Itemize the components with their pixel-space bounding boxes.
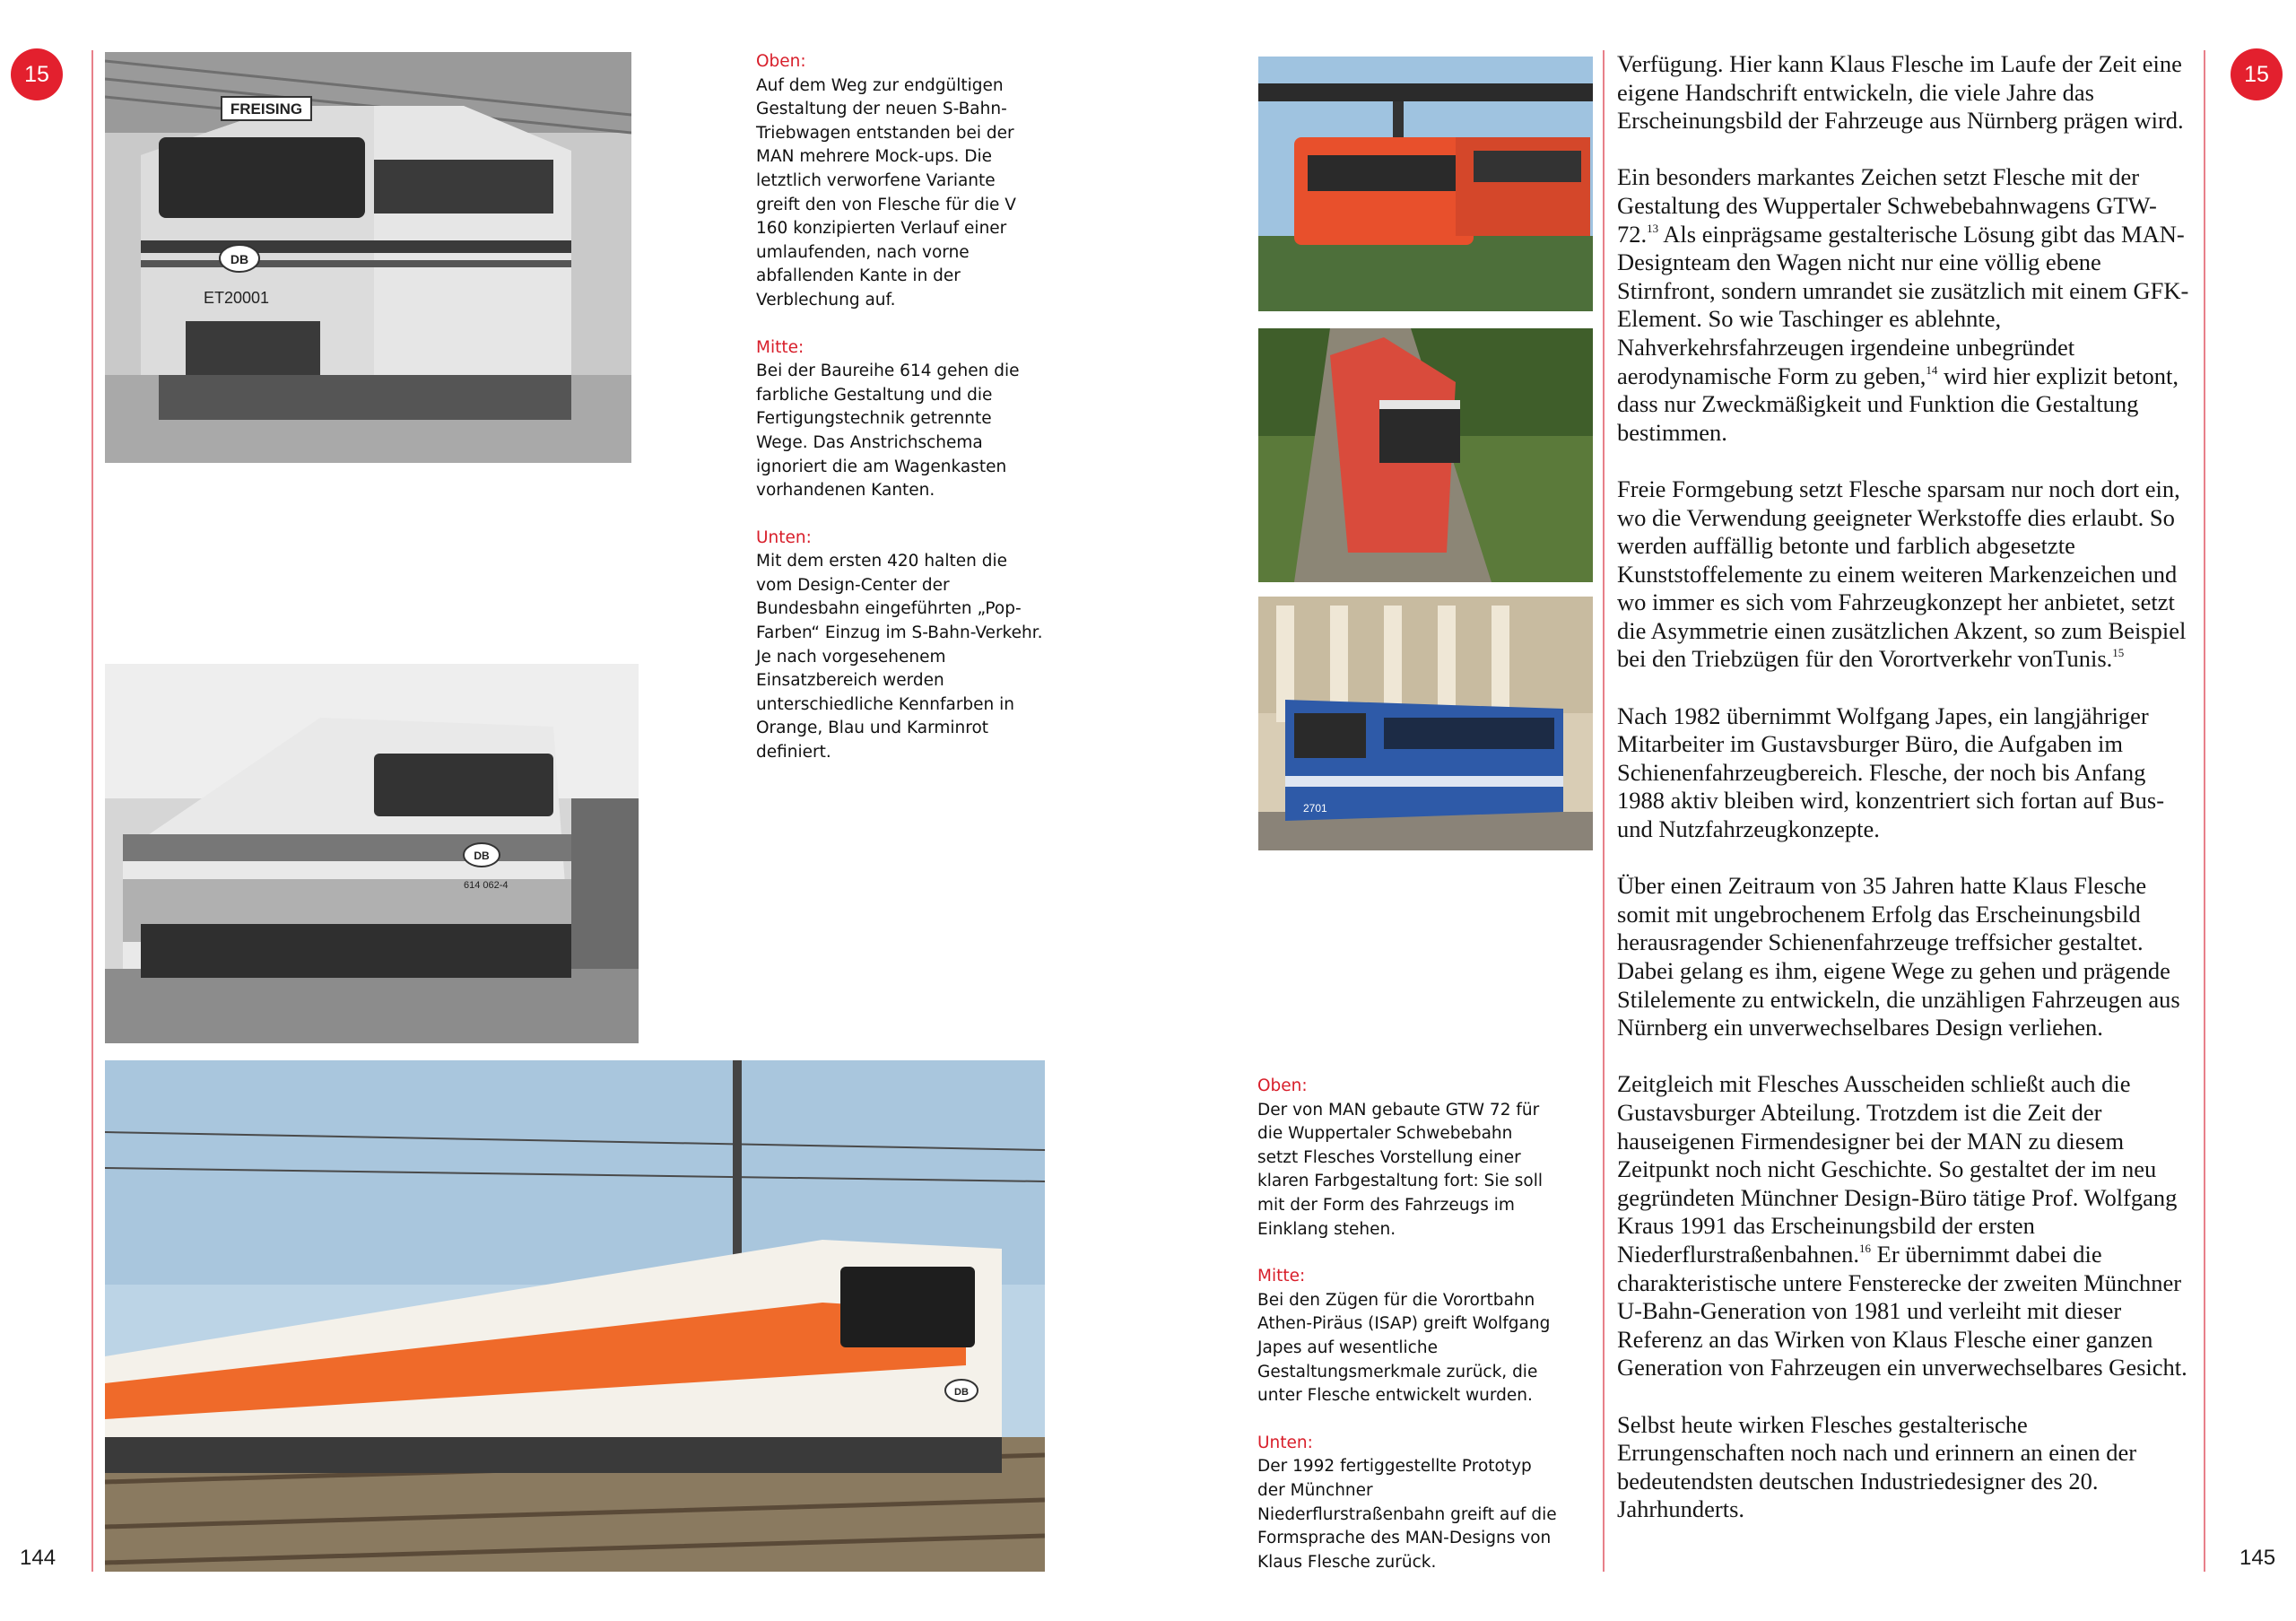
body-paragraph-2: Ein besonders markantes Zeichen setzt Flesche mit der Gestaltung des Wuppertaler Schwebebahnwagens GTW-72.13 Als einprägsame gestalterische Lösung gibt das MAN-Designteam den Wagen nicht nur eine völlig ebene Stirnfront, sondern umrandet sie zusätzlich mit einem GFK-Element. So wie Taschinger es ablehnte, Nahverkehrsfahrzeugen irgendeine unbegründet aerodynamische Form zu geben,$^{14}$ wird hier explizit betont, dass nur Zweckmäßigkeit und Funktion die Gestaltung bestimmen. <box>1617 163 2189 446</box>
left-page-rule <box>91 50 93 1572</box>
caption-head: Oben: <box>756 52 806 71</box>
footnote-ref: 15 <box>2112 646 2125 660</box>
caption-text: Bei den Zügen für die Vorortbahn Athen-Piräus (ISAP) greift Wolfgang Japes auf wesentliche Gestaltungsmerkmale zurück, die unter Flesche entwickelt wurden. <box>1257 1290 1551 1406</box>
destination-sign: FREISING <box>230 100 303 118</box>
photo-schwebebahn-gtw72 <box>1258 57 1593 311</box>
footnote-ref: 14 <box>1926 362 1938 377</box>
photo-et420-mockup <box>105 52 631 463</box>
svg-text:DB: DB <box>474 850 490 862</box>
footnote-ref: 13 <box>1647 221 1659 235</box>
body-paragraph-5: Über einen Zeitraum von 35 Jahren hatte Klaus Flesche somit mit ungebrochenem Erfolg das Erscheinungsbild herausragender Schienenfahrzeuge treffsicher gestaltet. Dabei gelang es ihm, eigene Wege zu gehen und prägende Stilelemente zu entwickeln, die unzähligen Fahrzeugen aus Nürnberg ein unverwechselbares Design verliehen. <box>1617 872 2180 1041</box>
right-page-rule <box>2204 50 2205 1572</box>
caption-mitte-right <box>1257 1265 1558 1408</box>
caption-head: Mitte: <box>756 337 804 357</box>
right-captions <box>1257 1075 1558 1598</box>
caption-text: Auf dem Weg zur endgültigen Gestaltung der neuen S-Bahn-Triebwagen entstanden bei der MAN mehrere Mock-ups. Die letztlich verworfene Variante greift den von Flesche für die V 160 konzipierten Verlauf einer umlaufenden, nach vorne abfallenden Kante in der Verblechung auf. <box>756 75 1016 309</box>
photo-munich-tram <box>1258 597 1593 850</box>
body-paragraph-4: Nach 1982 übernimmt Wolfgang Japes, ein langjähriger Mitarbeiter im Gustavsburger Büro, die Aufgaben im Schienenfahrzeugbereich. Flesche, der noch bis Anfang 1988 aktiv bleiben wird, konzentriert sich fortan auf Bus- und Nutzfahrzeugkonzepte. <box>1617 702 2165 843</box>
caption-head: Unten: <box>1257 1433 1313 1452</box>
caption-oben-left <box>756 50 1043 313</box>
caption-head: Mitte: <box>1257 1267 1306 1286</box>
vehicle-number: ET20001 <box>204 289 270 307</box>
db-logo: DB <box>230 252 249 266</box>
body-paragraph-7: Selbst heute wirken Flesches gestalterische Errungenschaften noch nach und erinnern an einen der bedeutendsten deutschen Industriedesigner des 20. Jahrhunderts. <box>1617 1410 2137 1523</box>
caption-oben-right <box>1257 1075 1558 1242</box>
caption-text: Mit dem ersten 420 halten die vom Design-Center der Bundesbahn eingeführten „Pop-Farben“ Einzug im S-Bahn-Verkehr. Je nach vorgesehenem Einsatzbereich werden unterschiedliche Kennfarben in Orange, Blau und Karminrot definiert. <box>756 552 1043 763</box>
caption-text: Der 1992 fertiggestellte Prototyp der Münchner Niederflurstraßenbahn greift auf die Formsprache des MAN-Designs von Klaus Flesche zurück. <box>1257 1457 1557 1572</box>
photo-br614 <box>105 664 639 1043</box>
left-captions <box>756 50 1043 789</box>
svg-text:DB: DB <box>954 1387 969 1398</box>
caption-unten-left <box>756 527 1043 765</box>
footnote-ref: 16 <box>1859 1241 1872 1255</box>
svg-text:614 062-4: 614 062-4 <box>464 880 509 891</box>
caption-mitte-left <box>756 336 1043 503</box>
caption-unten-right <box>1257 1432 1558 1575</box>
body-paragraph-6: Zeitgleich mit Flesches Ausscheiden schließt auch die Gustavsburger Abteilung. Trotzdem ist die Zeit der hauseigenen Firmendesigner bei der MAN zu diesem Zeitpunkt noch nicht Geschichte. So gestaltet der im neu gegründeten Münchner Design-Büro tätige Prof. Wolfgang Kraus 1991 das Erscheinungsbild der ersten Niederflurstraßenbahnen.$^{16}$ Er übernimmt dabei die charakteristische untere Fensterecke der zweiten Münchner U-Bahn-Generation von 1981 und verleiht mit dieser Referenz an das Wirken von Klaus Flesche einer ganzen Generation von Fahrzeugen ein unverwechselbares Gesicht. <box>1617 1070 2187 1381</box>
body-text-rule-left <box>1603 50 1605 1572</box>
body-paragraph-3: Freie Formgebung setzt Flesche sparsam nur noch dort ein, wo die Verwendung geeigneter Werkstoffe dies erlaubt. So werden auffällig betonte und farblich abgesetzte Kunststoffelemente zu einem weiteren Markenzeichen und wo immer es sich vom Fahrzeugkonzept her anbietet, setzt die Asymmetrie einen zusätzlichen Akzent, so zum Beispiel bei den Triebzügen für den Vorortverkehr vonTunis.$^{15}$ <box>1617 475 2187 673</box>
page-number-left: 144 <box>20 1546 57 1570</box>
page-number-right: 145 <box>2239 1546 2276 1570</box>
svg-text:2701: 2701 <box>1303 802 1327 815</box>
photo-isap-athen <box>1258 328 1593 582</box>
body-paragraph-1: Verfügung. Hier kann Klaus Flesche im Laufe der Zeit eine eigene Handschrift entwickeln, die viele Jahre das Erscheinungsbild der Fahrzeuge aus Nürnberg prägen wird. <box>1617 50 2184 135</box>
caption-text: Bei der Baureihe 614 gehen die farbliche Gestaltung und die Fertigungstechnik getrennte Wege. Das Anstrichschema ignoriert die am Wagenkasten vorhandenen Kanten. <box>756 362 1020 501</box>
caption-head: Oben: <box>1257 1076 1308 1095</box>
photo-et420-orange <box>105 1060 1045 1572</box>
caption-head: Unten: <box>756 527 812 547</box>
caption-text: Der von MAN gebaute GTW 72 für die Wuppertaler Schwebebahn setzt Flesches Vorstellung einer klaren Farbgestaltung fort: Sie soll mit der Form des Fahrzeugs im Einklang stehen. <box>1257 1100 1544 1239</box>
chapter-badge-left: 15 <box>11 48 63 100</box>
body-text <box>1617 50 2191 1552</box>
chapter-badge-right: 15 <box>2231 48 2283 100</box>
